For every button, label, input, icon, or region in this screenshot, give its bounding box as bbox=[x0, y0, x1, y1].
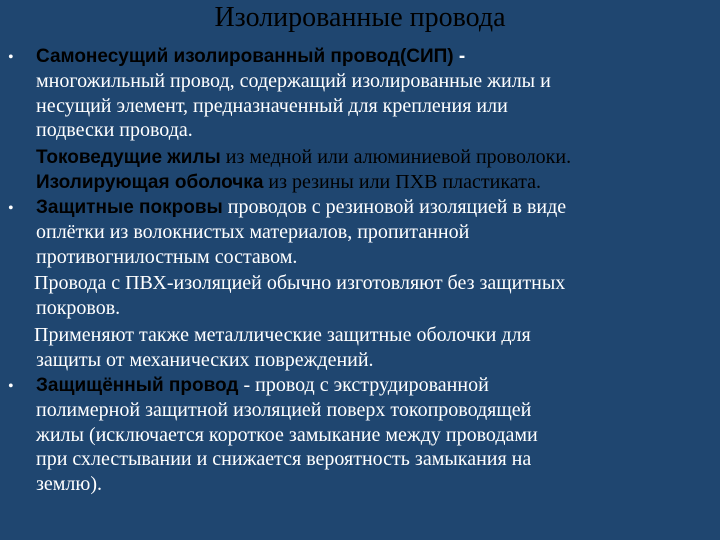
dash: - bbox=[453, 46, 466, 67]
term-conductors: Токоведущие жилы bbox=[36, 147, 221, 168]
bullet-2-line: противогнилостным составом. bbox=[36, 245, 298, 268]
bullet-1-line: несущий элемент, предназначенный для крепления или bbox=[36, 94, 508, 117]
term-protected-wire: Защищённый провод bbox=[36, 375, 239, 396]
bullet-2-text: проводов с резиновой изоляцией в виде bbox=[222, 196, 567, 218]
sub-conductors-line bbox=[36, 145, 571, 171]
slide-title: Изолированные провода bbox=[214, 2, 506, 33]
bullet-2-line: оплётки из волокнистых материалов, пропитанной bbox=[36, 220, 470, 243]
pvc-paragraph-line: Провода с ПВХ-изоляцией обычно изготовляют без защитных bbox=[34, 272, 566, 294]
bullet-1-first-line bbox=[36, 44, 465, 70]
metal-sheath-paragraph-line: защиты от механических повреждений. bbox=[36, 348, 374, 371]
pvc-paragraph-line: покровов. bbox=[36, 296, 121, 319]
bullet-marker: • bbox=[8, 49, 14, 66]
sub-conductors-text: из медной или алюминиевой проволоки. bbox=[220, 146, 572, 168]
term-sip: Самонесущий изолированный провод(СИП) bbox=[36, 46, 454, 67]
bullet-1-line: многожильный провод, содержащий изолированные жилы и bbox=[36, 69, 551, 92]
bullet-marker: • bbox=[8, 378, 14, 395]
bullet-3-line: землю). bbox=[36, 473, 103, 496]
bullet-2-first-line bbox=[36, 195, 566, 221]
bullet-1-line: подвески провода. bbox=[36, 119, 193, 142]
term-insulation: Изолирующая оболочка bbox=[36, 171, 264, 193]
bullet-3-line: жилы (исключается короткое замыкание между проводами bbox=[36, 423, 538, 446]
bullet-marker: • bbox=[8, 200, 14, 217]
bullet-3-line: при схлестывании и снижается вероятность замыкания на bbox=[36, 448, 532, 471]
term-protective-covers: Защитные покровы bbox=[36, 197, 223, 218]
metal-sheath-paragraph-line: Применяют также металлические защитные оболочки для bbox=[34, 324, 531, 346]
bullet-3-first-line bbox=[36, 373, 489, 399]
sub-insulation-line bbox=[36, 170, 541, 196]
bullet-3-line: полимерной защитной изоляцией поверх токопроводящей bbox=[36, 398, 532, 421]
sub-insulation-text: из резины или ПХВ пластиката. bbox=[263, 170, 541, 193]
bullet-3-text: - провод с экструдированной bbox=[238, 374, 489, 396]
